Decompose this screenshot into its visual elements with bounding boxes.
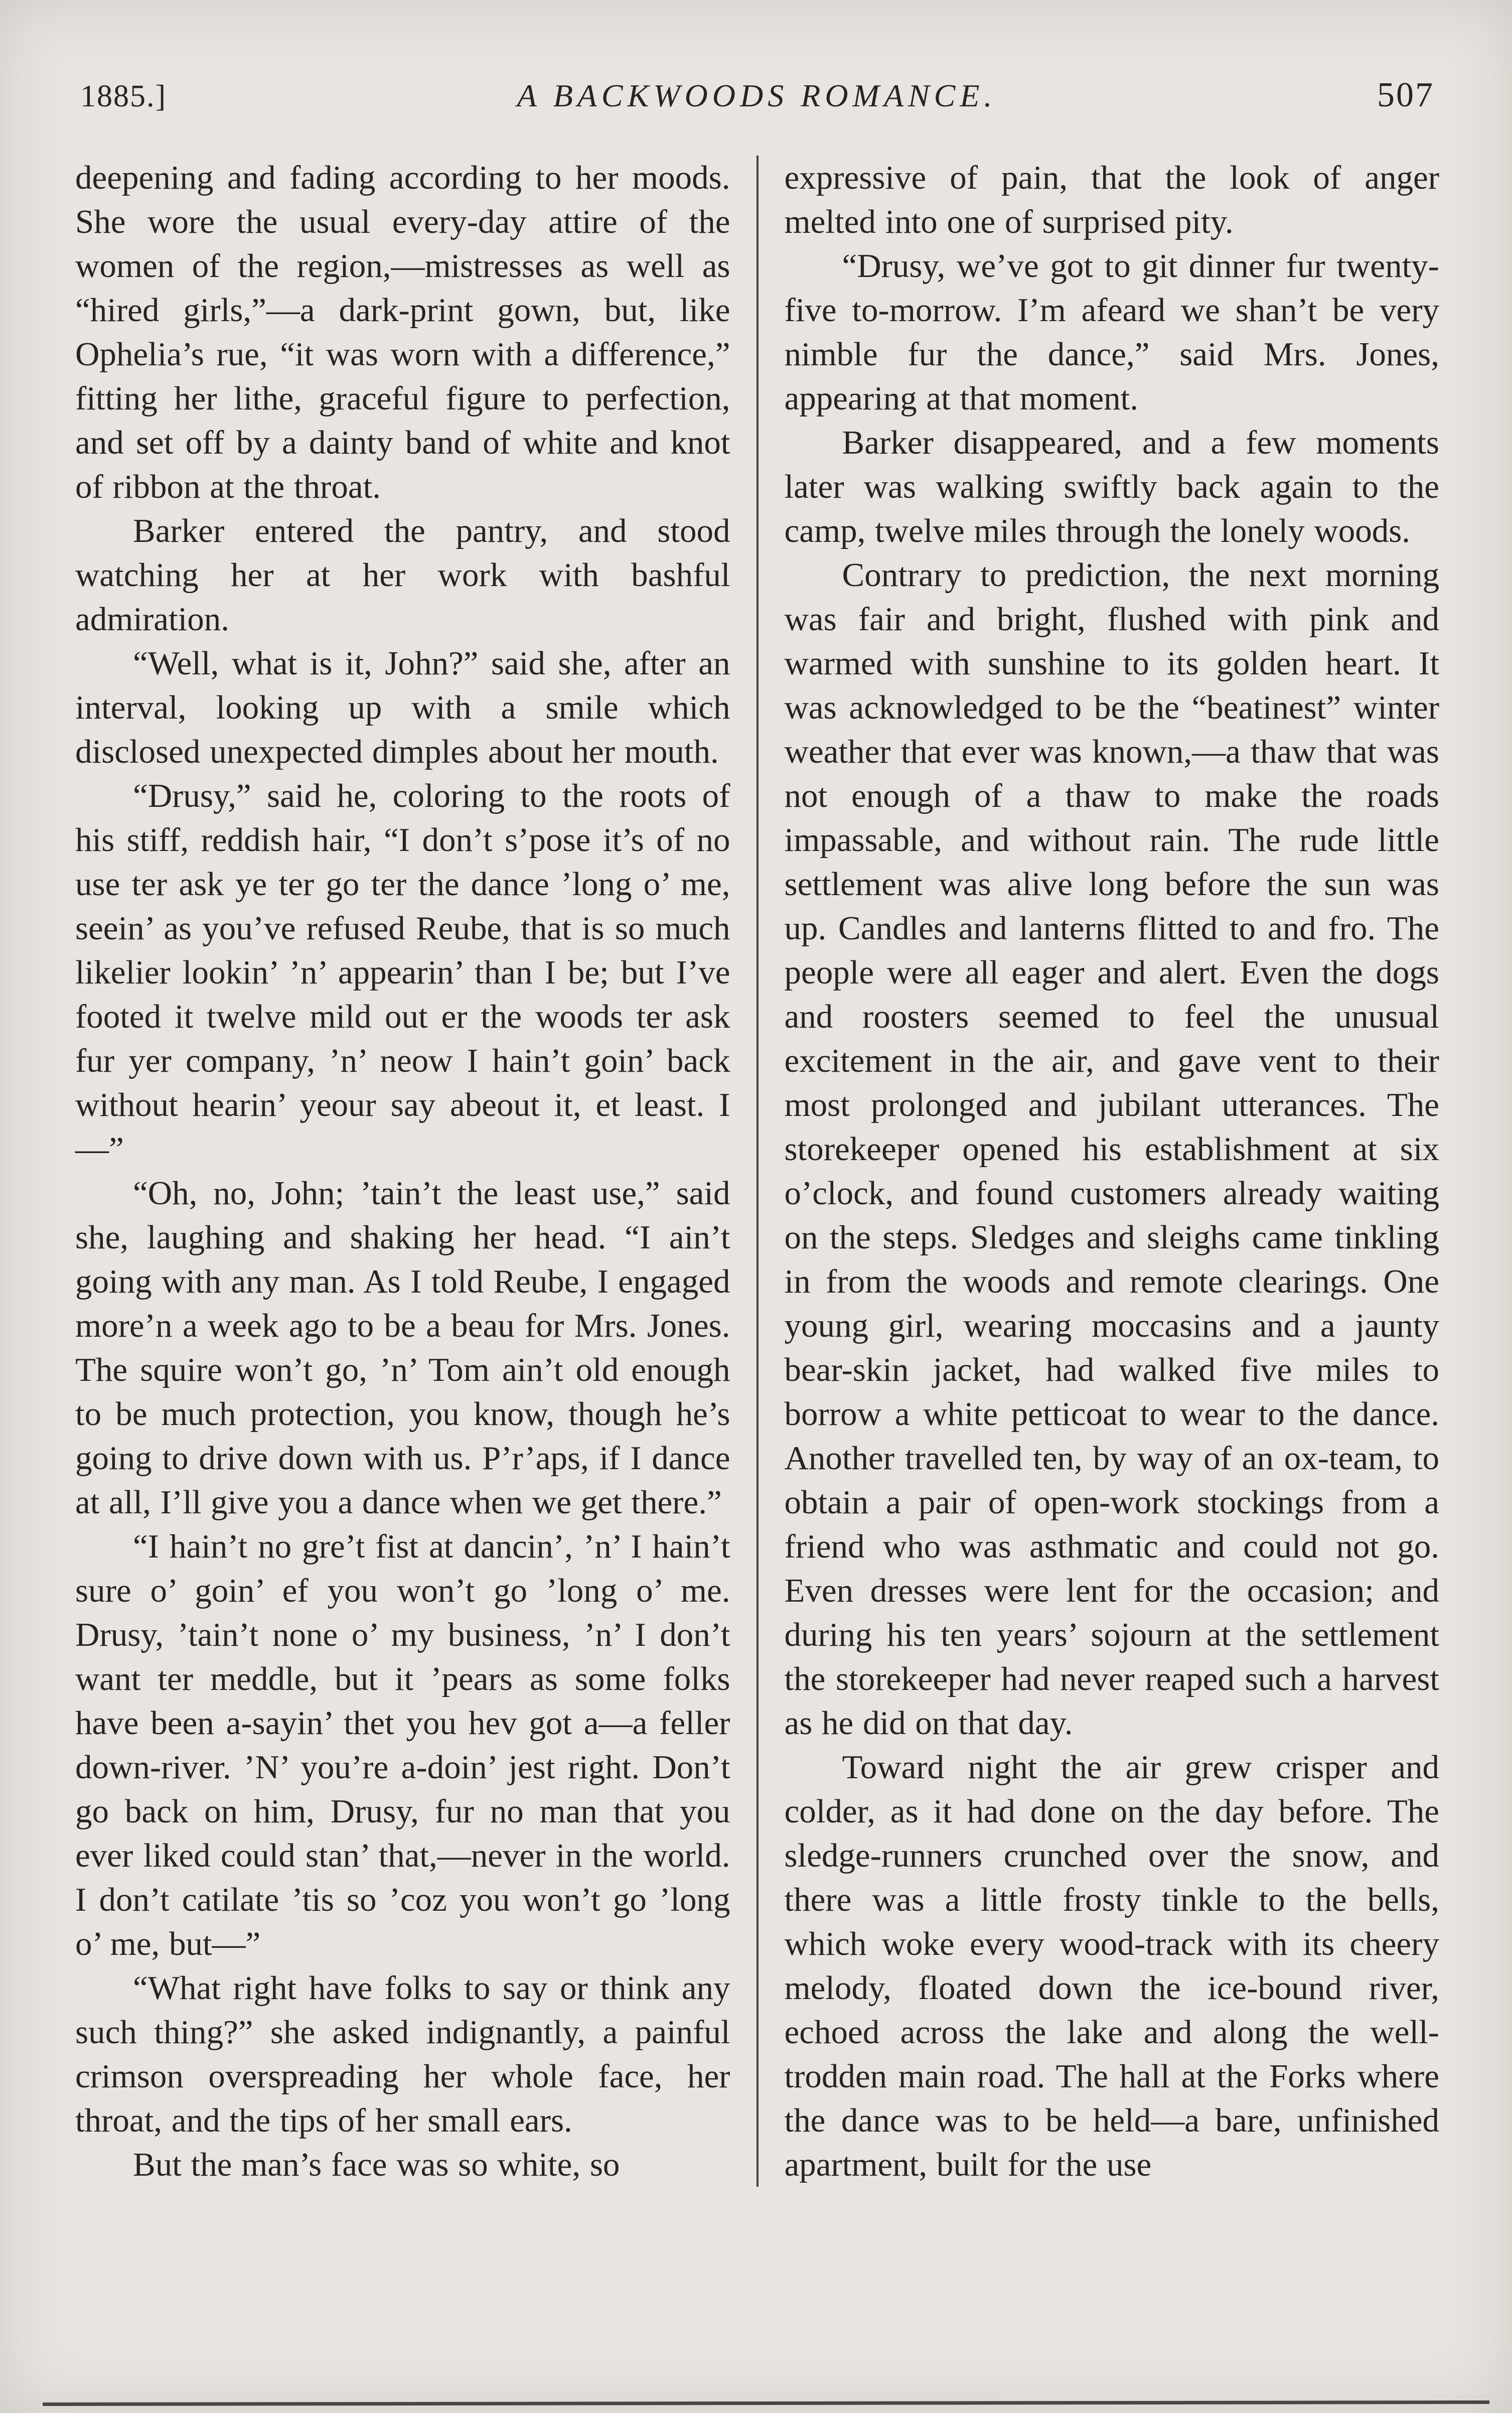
paragraph: deepening and fading according to her moods. She wore the usual every-day attire of the women of the region,—mistresses as well as “hired girls,”—a dark-print gown, but, like Ophelia’s rue, “it was worn with a difference,” fitting her lithe, graceful figure to perfection, and set off by a dainty band of white and knot of ribbon at the throat.: [75, 159, 730, 505]
right-column: [759, 156, 1440, 2187]
paragraph: But the man’s face was so white, so: [133, 2146, 620, 2183]
paragraph: “Drusy,” said he, coloring to the roots of his stiff, reddish hair, “I don’t s’pose it’s of no use ter ask ye ter go ter the dance ’long o’ me, seein’ as you’ve refused Reube, that is so much likelier lookin’ ’n’ appearin’ than I be; but I’ve footed it twelve mild out er the woods ter ask fur yer company, ’n’ neow I hain’t goin’ back without hearin’ yeour say abeout it, et least. I—”: [75, 777, 730, 1168]
page-title: A BACKWOODS ROMANCE.: [517, 78, 997, 113]
header-year: 1885.]: [80, 79, 167, 113]
left-column: [75, 156, 757, 2187]
paragraph: “Drusy, we’ve got to git dinner fur twenty-five to-morrow. I’m afeard we shan’t be very nimble fur the dance,” said Mrs. Jones, appearing at that moment.: [784, 247, 1439, 417]
paragraph: “What right have folks to say or think any such thing?” she asked indignantly, a painful crimson overspreading her whole face, her throat, and the tips of her small ears.: [75, 1969, 730, 2139]
paragraph: Contrary to prediction, the next morning was fair and bright, flushed with pink and warmed with sunshine to its golden heart. It was acknowledged to be the “beatinest” winter weather that ever was known,—a thaw that was not enough of a thaw to make the roads impassable, and without rain. The rude little settlement was alive long before the sun was up. Candles and lanterns flitted to and fro. The people were all eager and alert. Even the dogs and roosters seemed to feel the unusual excitement in the air, and gave vent to their most prolonged and jubilant utterances. The storekeeper opened his establishment at six o’clock, and found customers already waiting on the steps. Sledges and sleighs came tinkling in from the woods and remote clearings. One young girl, wearing moccasins and a jaunty bear-skin jacket, had walked five miles to borrow a white petticoat to wear to the dance. Another travelled ten, by way of an ox-team, to obtain a pair of open-work stockings from a friend who was asthmatic and could not go. Even dresses were lent for the occasion; and during his ten years’ sojourn at the settlement the storekeeper had never reaped such a harvest as he did on that day.: [784, 556, 1439, 1742]
scan-edge-artifact: [43, 2400, 1489, 2406]
paragraph: Barker disappeared, and a few moments later was walking swiftly back again to the camp, twelve miles through the lonely woods.: [784, 424, 1439, 549]
paragraph: expressive of pain, that the look of anger melted into one of surprised pity.: [784, 159, 1439, 240]
page-number: 507: [1377, 76, 1434, 114]
paragraph: Barker entered the pantry, and stood watching her at her work with bashful admiration.: [75, 512, 730, 638]
text-columns: [75, 156, 1439, 2187]
paragraph: “Well, what is it, John?” said she, after an interval, looking up with a smile which disclosed unexpected dimples about her mouth.: [75, 645, 730, 770]
paragraph: “I hain’t no gre’t fist at dancin’, ’n’ I hain’t sure o’ goin’ ef you won’t go ’long o’ me. Drusy, ’tain’t none o’ my business, ’n’ I don’t want ter meddle, but it ’pears as some folks have been a-sayin’ thet you hev got a—a feller down-river. ’N’ you’re a-doin’ jest right. Don’t go back on him, Drusy, fur no man that you ever liked could stan’ that,—never in the world. I don’t catilate ’tis so ’coz you won’t go ’long o’ me, but—”: [75, 1528, 730, 1962]
paragraph: Toward night the air grew crisper and colder, as it had done on the day before. The sledge-runners crunched over the snow, and there was a little frosty tinkle to the bells, which woke every wood-track with its cheery melody, floated down the ice-bound river, echoed across the lake and along the well-trodden main road. The hall at the Forks where the dance was to be held—a bare, unfinished apartment, built for the use: [784, 1749, 1439, 2183]
paragraph: “Oh, no, John; ’tain’t the least use,” said she, laughing and shaking her head. “I ain’t going with any man. As I told Reube, I engaged more’n a week ago to be a beau for Mrs. Jones. The squire won’t go, ’n’ Tom ain’t old enough to be much protection, you know, though he’s going to drive down with us. P’r’aps, if I dance at all, I’ll give you a dance when we get there.”: [75, 1175, 730, 1521]
page-header: [80, 75, 1434, 115]
